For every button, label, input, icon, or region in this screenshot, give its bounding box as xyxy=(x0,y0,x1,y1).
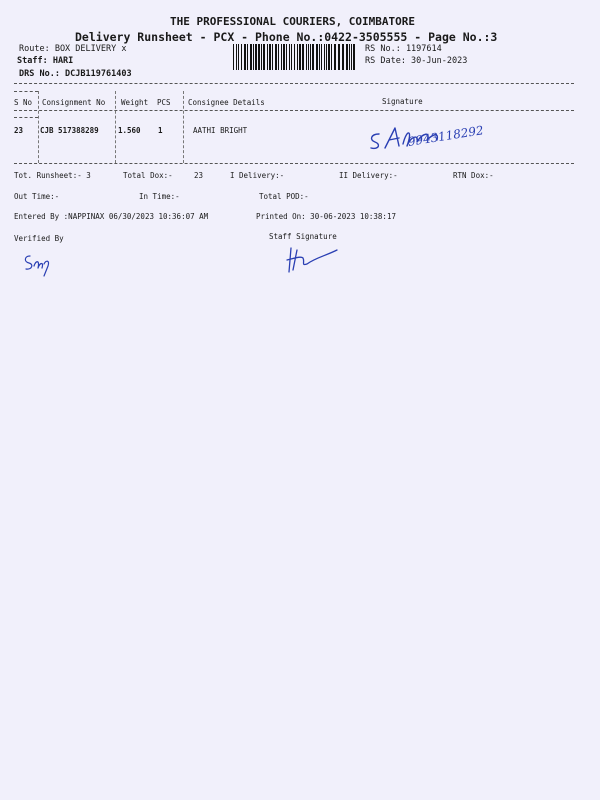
divider-header-bottom xyxy=(14,110,574,111)
row-sno: 23 xyxy=(14,126,24,135)
total-dox-value: 23 xyxy=(194,171,204,180)
verifier-initials xyxy=(20,250,60,280)
barcode-bar xyxy=(255,44,257,70)
staff-signature-label: Staff Signature xyxy=(269,232,337,241)
barcode-bar xyxy=(291,44,292,70)
barcode-bar xyxy=(328,44,330,70)
header-consignment: Consignment No xyxy=(42,98,106,107)
total-pod: Total POD:- xyxy=(259,192,309,201)
barcode-bar xyxy=(275,44,277,70)
barcode-bar xyxy=(321,44,322,70)
route-label: Route: BOX DELIVERY x xyxy=(19,44,127,54)
total-dox-label: Total Dox:- xyxy=(123,171,173,180)
drs-number: DRS No.: DCJB119761403 xyxy=(19,69,132,79)
divider-short-1 xyxy=(14,91,38,92)
barcode-bar xyxy=(326,44,327,70)
barcode-bar xyxy=(334,44,336,70)
barcode-bar xyxy=(250,44,252,70)
barcode-bar xyxy=(241,44,242,70)
barcode-bar xyxy=(281,44,282,70)
header-signature: Signature xyxy=(382,97,423,106)
printed-on: Printed On: 30-06-2023 10:38:17 xyxy=(256,212,396,221)
header-pcs: PCS xyxy=(157,98,171,107)
header-sno: S No xyxy=(14,98,33,107)
barcode-bar xyxy=(310,44,311,70)
barcode-bar xyxy=(353,44,355,70)
barcode-bar xyxy=(258,44,260,70)
barcode-bar xyxy=(351,44,352,70)
barcode-bar xyxy=(294,44,295,70)
barcode-bar xyxy=(247,44,248,70)
row-weight: 1.560 xyxy=(118,126,141,135)
barcode-bar xyxy=(297,44,298,70)
barcode-bar xyxy=(302,44,304,70)
barcode-bar xyxy=(299,44,301,70)
header-consignee: Consignee Details xyxy=(188,98,265,107)
barcode-bar xyxy=(346,44,348,70)
barcode-bar xyxy=(349,44,350,70)
barcode-bar xyxy=(278,44,279,70)
row-consignee: AATHI BRIGHT xyxy=(193,126,248,135)
row-pcs: 1 xyxy=(158,126,163,135)
barcode-bar xyxy=(306,44,307,70)
rtn-dox: RTN Dox:- xyxy=(453,171,494,180)
barcode-bar xyxy=(338,44,340,70)
barcode-bar xyxy=(319,44,320,70)
barcode-bar xyxy=(269,44,271,70)
barcode-bar xyxy=(331,44,332,70)
barcode xyxy=(233,44,359,70)
barcode-bar xyxy=(324,44,325,70)
header-weight: Weight xyxy=(121,98,149,107)
column-line xyxy=(38,91,39,163)
rs-date: RS Date: 30-Jun-2023 xyxy=(365,56,468,66)
barcode-bar xyxy=(312,44,314,70)
ii-delivery: II Delivery:- xyxy=(339,171,398,180)
barcode-bar xyxy=(261,44,262,70)
in-time: In Time:- xyxy=(139,192,180,201)
barcode-bar xyxy=(308,44,309,70)
barcode-bar xyxy=(263,44,265,70)
rs-number: RS No.: 1197614 xyxy=(365,44,442,54)
barcode-bar xyxy=(316,44,318,70)
barcode-bar xyxy=(236,44,237,70)
barcode-bar xyxy=(289,44,290,70)
barcode-bar xyxy=(283,44,285,70)
runsheet-title: Delivery Runsheet - PCX - Phone No.:0422-3505555 - Page No.:3 xyxy=(75,30,498,44)
row-consignment: CJB 517388289 xyxy=(40,126,99,135)
company-name: THE PROFESSIONAL COURIERS, COIMBATORE xyxy=(170,15,416,28)
column-line xyxy=(183,91,184,163)
barcode-bar xyxy=(233,44,234,70)
out-time: Out Time:- xyxy=(14,192,60,201)
barcode-bar xyxy=(253,44,254,70)
barcode-bar xyxy=(272,44,273,70)
total-runsheet: Tot. Runsheet:- 3 xyxy=(14,171,91,180)
row-handwritten-phone: 9943118292 xyxy=(406,123,485,149)
staff-label: Staff: HARI xyxy=(17,56,74,66)
staff-signature xyxy=(285,244,345,274)
barcode-bar xyxy=(286,44,287,70)
divider-short-2 xyxy=(14,117,38,118)
i-delivery: I Delivery:- xyxy=(230,171,285,180)
barcode-bar xyxy=(244,44,246,70)
column-line xyxy=(115,91,116,163)
verified-by-label: Verified By xyxy=(14,234,64,243)
divider-top xyxy=(14,83,574,84)
entered-by: Entered By :NAPPINAX 06/30/2023 10:36:07 AM xyxy=(14,212,209,221)
barcode-bar xyxy=(342,44,344,70)
barcode-bar xyxy=(267,44,268,70)
barcode-bar xyxy=(238,44,239,70)
